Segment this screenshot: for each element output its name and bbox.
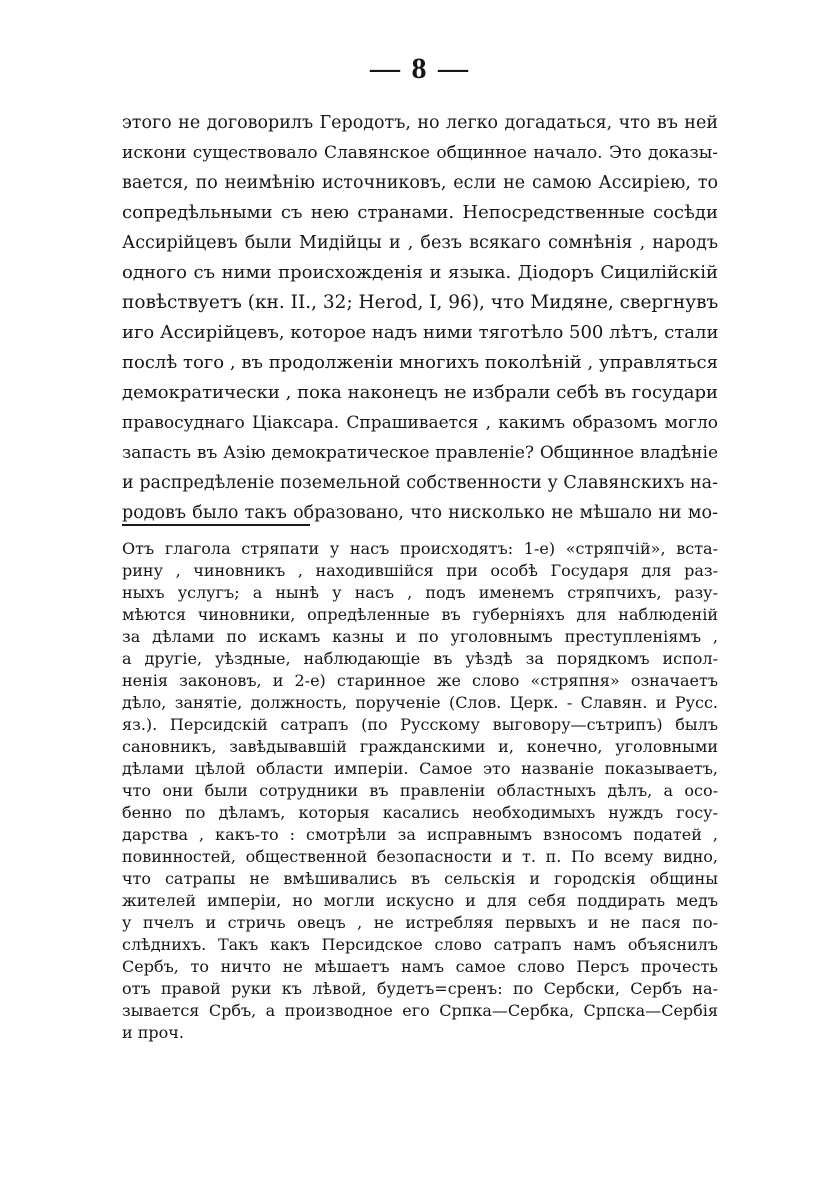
- footnote-line: у пчелъ и стричь овецъ , не истребляя первыхъ и не пася по-: [122, 913, 718, 932]
- text-line: сопредѣльными съ нею странами. Непосредственные сосѣди: [122, 202, 718, 223]
- footnote-line: и проч.: [122, 1023, 184, 1042]
- footnote-line: Сербъ, то ничто не мѣшаетъ намъ самое слово Персъ прочесть: [122, 957, 718, 976]
- footnote-line: дѣло, занятіе, должность, порученіе (Слов. Церк. - Славян. и Русс.: [122, 693, 718, 712]
- main-text-block: [122, 108, 718, 528]
- text-line: Ассирійцевъ были Мидійцы и , безъ всякаго сомнѣнія , народъ: [122, 233, 718, 253]
- text-line: искони существовало Славянское общинное начало. Это доказы-: [122, 143, 718, 163]
- text-line: и распредѣленіе поземельной собственности у Славянскихъ на-: [122, 473, 718, 493]
- text-line: родовъ было такъ образовано, что нисколько не мѣшало ни мо-: [122, 503, 718, 523]
- footnote-line: дѣлами цѣлой области имперіи. Самое это названіе показываетъ,: [122, 759, 718, 778]
- text-line: вается, по неимѣнію источниковъ, если не самою Ассиріею, то: [122, 173, 718, 193]
- footnote-block: [122, 538, 718, 1044]
- footnote-line: сановникъ, завѣдывавшій гражданскими и, конечно, уголовными: [122, 737, 718, 756]
- text-line: иго Ассирійцевъ, которое надъ ними тяготѣло 500 лѣтъ, стали: [122, 322, 719, 343]
- footnote-line: Отъ глагола стряпати у насъ происходятъ: 1-е) «стряпчій», вста-: [122, 539, 718, 558]
- footnote-line: отъ правой руки къ лѣвой, будетъ=сренъ: по Сербски, Сербъ на-: [122, 979, 718, 998]
- text-line: правосуднаго Ціаксара. Спрашивается , какимъ образомъ могло: [122, 413, 718, 433]
- page-number: — 8 —: [370, 52, 470, 85]
- footnote-line: яз.). Персидскій сатрапъ (по Русскому выговору—сътрипъ) былъ: [122, 715, 718, 734]
- footnote-line: за дѣлами по искамъ казны и по уголовнымъ преступленіямъ ,: [122, 627, 718, 646]
- text-line: этого не договорилъ Геродотъ, но легко догадаться, что въ ней: [122, 113, 718, 133]
- text-line: послѣ того , въ продолженіи многихъ поколѣній , управляться: [122, 352, 718, 373]
- footnote-divider: [122, 524, 310, 526]
- text-line: одного съ ними происхожденія и языка. Діодоръ Сицилійскій: [122, 262, 718, 283]
- text-line: повѣствуетъ (кн. II., 32; Herod, I, 96), что Мидяне, свергнувъ: [122, 292, 719, 313]
- text-line: запасть въ Азію демократическое правленіе? Общинное владѣніе: [122, 443, 718, 463]
- text-line: демократически , пока наконецъ не избрали себѣ въ государи: [122, 382, 718, 403]
- footnote-line: ныхъ услугъ; а нынѣ у насъ , подъ именемъ стряпчихъ, разу-: [122, 583, 718, 602]
- footnote-line: жителей имперіи, но могли искусно и для себя поддирать медъ: [122, 891, 718, 910]
- footnote-line: слѣднихъ. Такъ какъ Персидское слово сатрапъ намъ объяснилъ: [122, 935, 718, 954]
- footnote-line: рину , чиновникъ , находившійся при особѣ Государя для раз-: [122, 561, 718, 580]
- footnote-line: что они были сотрудники въ правленіи областныхъ дѣлъ, а осо-: [122, 781, 718, 800]
- footnote-line: мѣются чиновники, опредѣленные въ губерніяхъ для наблюденій: [122, 605, 718, 624]
- footnote-line: что сатрапы не вмѣшивались въ сельскія и городскія общины: [122, 869, 718, 888]
- footnote-line: повинностей, общественной безопасности и т. п. По всему видно,: [122, 847, 718, 866]
- footnote-line: а другіе, уѣздные, наблюдающіе въ уѣздѣ за порядкомъ испол-: [122, 649, 718, 668]
- footnote-line: дарства , какъ-то : смотрѣли за исправнымъ взносомъ податей ,: [122, 825, 718, 844]
- footnote-line: зывается Србъ, а производное его Српка—Сербка, Српска—Сербія: [122, 1001, 718, 1020]
- footnote-line: ненія законовъ, и 2-е) старинное же слово «стряпня» означаетъ: [122, 671, 718, 690]
- footnote-line: бенно по дѣламъ, которыя касались необходимыхъ нуждъ госу-: [122, 803, 718, 822]
